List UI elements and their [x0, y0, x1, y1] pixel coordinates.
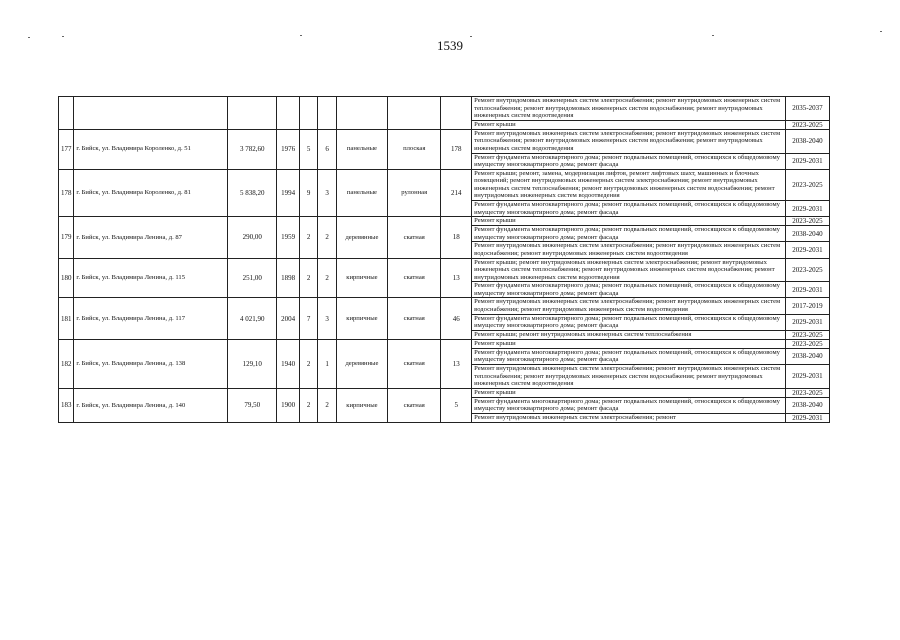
wall-material: деревянные: [336, 339, 387, 388]
entrance-count: 1: [318, 339, 336, 388]
construction-year: 1900: [277, 388, 300, 422]
row-number: 183: [59, 388, 74, 422]
wall-material: кирпичные: [336, 258, 387, 298]
row-number: 177: [59, 129, 74, 169]
roof-type: скатная: [388, 298, 441, 339]
continuation-year-cell: [277, 97, 300, 130]
work-description: Ремонт крыши; ремонт внутридомовых инженерных систем электроснабжения; ремонт внутридомовых инженерных систем теплоснабжения; ремонт внутридомовых инженерных систем водоснабжения; ремонт внутридомовых инженерных систем водоотведения: [472, 258, 786, 282]
floor-count: 2: [299, 339, 317, 388]
continuation-area-cell: [228, 97, 277, 130]
work-description: Ремонт внутридомовых инженерных систем электроснабжения; ремонт: [472, 413, 786, 422]
work-period: 2038-2040: [785, 348, 829, 364]
work-period: 2023-2025: [785, 217, 829, 226]
resident-count: 46: [441, 298, 472, 339]
continuation-floors-cell: [299, 97, 317, 130]
work-period: 2023-2025: [785, 258, 829, 282]
continuation-entrances-cell: [318, 97, 336, 130]
work-period: 2038-2040: [785, 129, 829, 153]
work-period: 2023-2025: [785, 339, 829, 348]
work-description: Ремонт крыши: [472, 120, 786, 129]
building-address: г. Бийск, ул. Владимира Короленко, д. 81: [74, 169, 228, 216]
work-period: 2038-2040: [785, 226, 829, 242]
work-period: 2023-2025: [785, 169, 829, 200]
building-address: г. Бийск, ул. Владимира Ленина, д. 87: [74, 217, 228, 258]
row-number: 180: [59, 258, 74, 298]
work-period: 2029-2031: [785, 200, 829, 216]
work-description: Ремонт внутридомовых инженерных систем электроснабжения; ремонт внутридомовых инженерных систем водоснабжения; ремонт внутридомовых инженерных систем водоотведения: [472, 242, 786, 258]
building-row: [59, 169, 830, 200]
resident-count: 214: [441, 169, 472, 216]
building-area: 129,10: [228, 339, 277, 388]
building-area: 251,00: [228, 258, 277, 298]
entrance-count: 2: [318, 217, 336, 258]
building-area: 4 021,90: [228, 298, 277, 339]
roof-type: скатная: [388, 339, 441, 388]
floor-count: 9: [299, 169, 317, 216]
row-number: 182: [59, 339, 74, 388]
building-area: 3 782,60: [228, 129, 277, 169]
building-area: 290,00: [228, 217, 277, 258]
wall-material: деревянные: [336, 217, 387, 258]
building-row: [59, 339, 830, 348]
work-period: 2029-2031: [785, 314, 829, 330]
building-row: [59, 129, 830, 153]
construction-year: 1898: [277, 258, 300, 298]
work-description: Ремонт фундамента многоквартирного дома; ремонт подвальных помещений, относящихся к общедомовому имуществу многоквартирного дома; ремонт фасада: [472, 226, 786, 242]
wall-material: панельные: [336, 129, 387, 169]
building-area: 79,50: [228, 388, 277, 422]
resident-count: 5: [441, 388, 472, 422]
row-number: 178: [59, 169, 74, 216]
roof-type: скатная: [388, 258, 441, 298]
building-area: 5 838,20: [228, 169, 277, 216]
building-address: г. Бийск, ул. Владимира Ленина, д. 140: [74, 388, 228, 422]
resident-count: 13: [441, 339, 472, 388]
work-description: Ремонт внутридомовых инженерных систем электроснабжения; ремонт внутридомовых инженерных систем теплоснабжения; ремонт внутридомовых инженерных систем водоснабжения; ремонт внутридомовых инженерных систем водоотведения: [472, 364, 786, 388]
work-period: 2029-2031: [785, 364, 829, 388]
work-description: Ремонт внутридомовых инженерных систем электроснабжения; ремонт внутридомовых инженерных систем водоснабжения; ремонт внутридомовых инженерных систем водоотведения: [472, 298, 786, 314]
scan-speck: [62, 36, 64, 37]
work-description: Ремонт фундамента многоквартирного дома; ремонт подвальных помещений, относящихся к общедомовому имуществу многоквартирного дома; ремонт фасада: [472, 153, 786, 169]
floor-count: 7: [299, 298, 317, 339]
row-number: 179: [59, 217, 74, 258]
construction-year: 2004: [277, 298, 300, 339]
register-body: [59, 97, 830, 423]
entrance-count: 6: [318, 129, 336, 169]
repair-register-table: [58, 96, 830, 423]
building-row: [59, 298, 830, 314]
resident-count: 18: [441, 217, 472, 258]
building-address: г. Бийск, ул. Владимира Ленина, д. 115: [74, 258, 228, 298]
building-address: г. Бийск, ул. Владимира Короленко, д. 51: [74, 129, 228, 169]
work-description: Ремонт фундамента многоквартирного дома; ремонт подвальных помещений, относящихся к общедомовому имуществу многоквартирного дома; ремонт фасада: [472, 397, 786, 413]
work-description: Ремонт крыши; ремонт внутридомовых инженерных систем теплоснабжения: [472, 330, 786, 339]
continuation-address-cell: [74, 97, 228, 130]
row-number: 181: [59, 298, 74, 339]
entrance-count: 3: [318, 298, 336, 339]
building-row: [59, 258, 830, 282]
construction-year: 1994: [277, 169, 300, 216]
work-period: 2023-2025: [785, 388, 829, 397]
building-address: г. Бийск, ул. Владимира Ленина, д. 138: [74, 339, 228, 388]
construction-year: 1959: [277, 217, 300, 258]
roof-type: скатная: [388, 217, 441, 258]
work-description: Ремонт крыши: [472, 339, 786, 348]
work-period: 2035-2037: [785, 97, 829, 121]
roof-type: плоская: [388, 129, 441, 169]
work-description: Ремонт крыши: [472, 217, 786, 226]
wall-material: кирпичные: [336, 298, 387, 339]
scan-speck: [470, 36, 472, 37]
work-period: 2023-2025: [785, 120, 829, 129]
entrance-count: 3: [318, 169, 336, 216]
floor-count: 2: [299, 217, 317, 258]
work-description: Ремонт крыши; ремонт, замена, модернизация лифтов, ремонт лифтовых шахт, машинных и блочных помещений; ремонт внутридомовых инженерных систем электроснабжения; ремонт внутридомовых инженерных систем теплоснабжения; ремонт внутридомовых инженерных систем водоснабжения; ремонт внутридомовых инженерных систем водоотведения: [472, 169, 786, 200]
entrance-count: 2: [318, 388, 336, 422]
wall-material: кирпичные: [336, 388, 387, 422]
page-number: 1539: [437, 38, 463, 53]
entrance-count: 2: [318, 258, 336, 298]
work-period: 2017-2019: [785, 298, 829, 314]
work-period: 2029-2031: [785, 242, 829, 258]
resident-count: 13: [441, 258, 472, 298]
floor-count: 5: [299, 129, 317, 169]
floor-count: 2: [299, 258, 317, 298]
building-row: [59, 388, 830, 397]
work-period: 2029-2031: [785, 282, 829, 298]
scan-speck: [300, 35, 302, 36]
continuation-roof-cell: [388, 97, 441, 130]
work-description: Ремонт фундамента многоквартирного дома; ремонт подвальных помещений, относящихся к общедомовому имуществу многоквартирного дома; ремонт фасада: [472, 282, 786, 298]
work-period: 2023-2025: [785, 330, 829, 339]
wall-material: панельные: [336, 169, 387, 216]
work-description: Ремонт фундамента многоквартирного дома; ремонт подвальных помещений, относящихся к общедомовому имуществу многоквартирного дома; ремонт фасада: [472, 348, 786, 364]
building-address: г. Бийск, ул. Владимира Ленина, д. 117: [74, 298, 228, 339]
resident-count: 178: [441, 129, 472, 169]
scan-speck: [28, 37, 30, 38]
work-description: Ремонт фундамента многоквартирного дома; ремонт подвальных помещений, относящихся к общедомовому имуществу многоквартирного дома; ремонт фасада: [472, 314, 786, 330]
construction-year: 1940: [277, 339, 300, 388]
construction-year: 1976: [277, 129, 300, 169]
work-description: Ремонт крыши: [472, 388, 786, 397]
work-description: Ремонт внутридомовых инженерных систем электроснабжения; ремонт внутридомовых инженерных систем теплоснабжения; ремонт внутридомовых инженерных систем водоснабжения; ремонт внутридомовых инженерных систем водоотведения: [472, 129, 786, 153]
continuation-residents-cell: [441, 97, 472, 130]
roof-type: рулонная: [388, 169, 441, 216]
work-description: Ремонт внутридомовых инженерных систем электроснабжения; ремонт внутридомовых инженерных систем теплоснабжения; ремонт внутридомовых инженерных систем водоснабжения; ремонт внутридомовых инженерных систем водоотведения: [472, 97, 786, 121]
continuation-walls-cell: [336, 97, 387, 130]
work-description: Ремонт фундамента многоквартирного дома; ремонт подвальных помещений, относящихся к общедомовому имуществу многоквартирного дома; ремонт фасада: [472, 200, 786, 216]
work-period: 2029-2031: [785, 413, 829, 422]
scan-speck: [880, 31, 882, 32]
continuation-row: [59, 97, 830, 121]
floor-count: 2: [299, 388, 317, 422]
roof-type: скатная: [388, 388, 441, 422]
building-row: [59, 217, 830, 226]
work-period: 2038-2040: [785, 397, 829, 413]
continuation-num-cell: [59, 97, 74, 130]
scan-speck: [712, 35, 714, 36]
work-period: 2029-2031: [785, 153, 829, 169]
